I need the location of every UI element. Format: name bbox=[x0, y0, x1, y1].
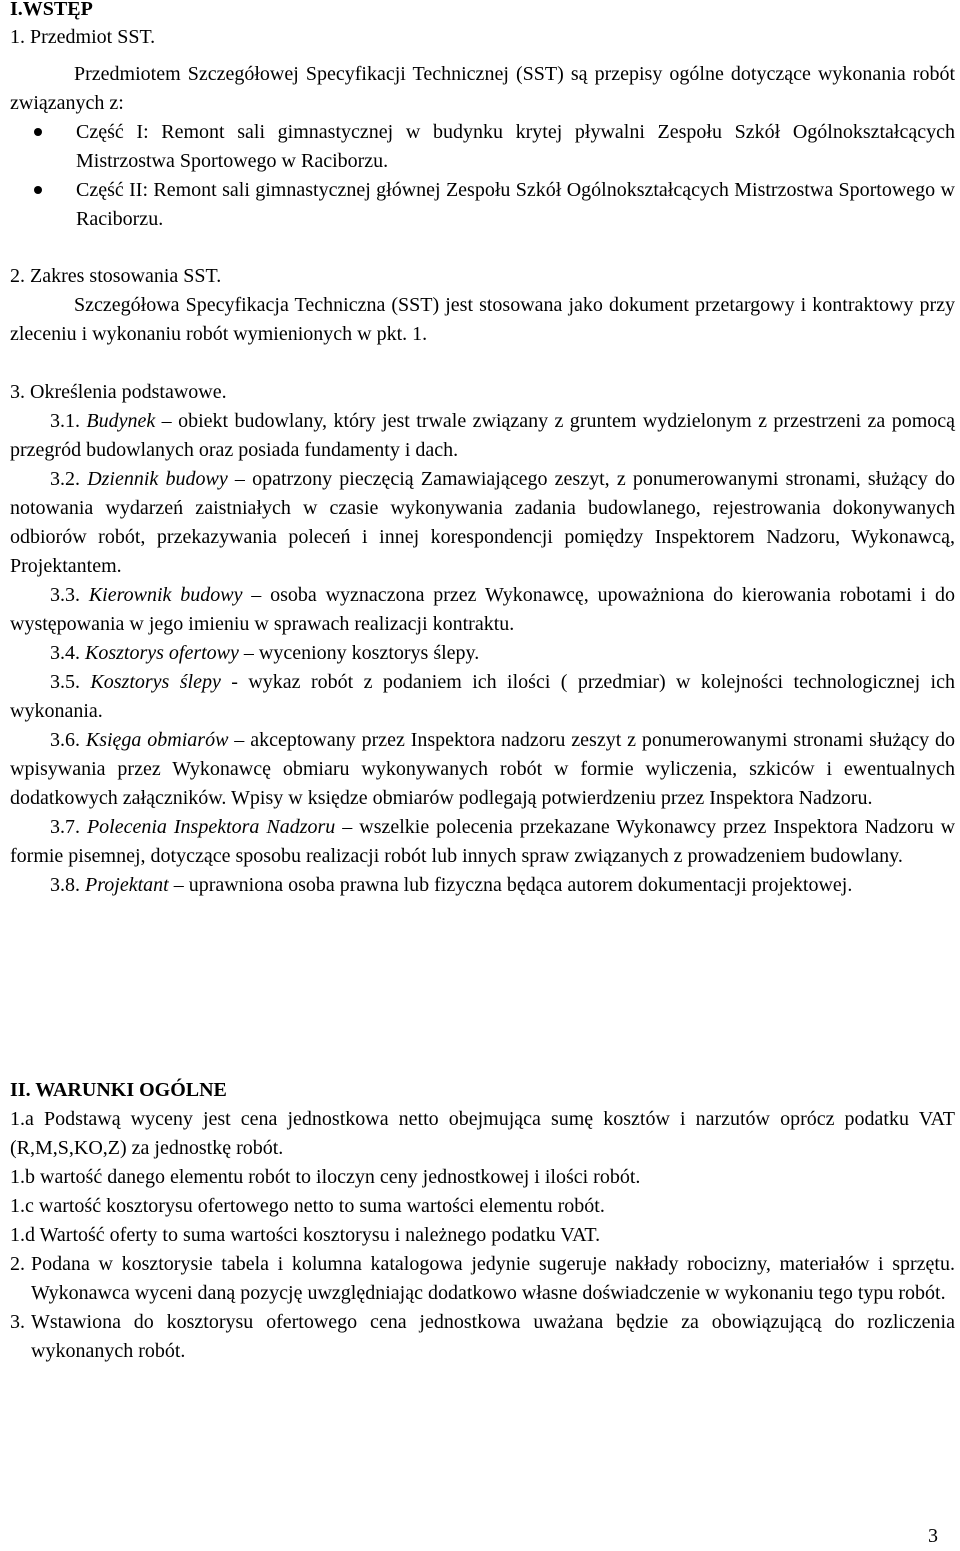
definition-separator: – bbox=[155, 410, 179, 432]
definition-number: 3.5. bbox=[50, 671, 80, 693]
definition-item bbox=[10, 871, 955, 900]
definitions-list bbox=[10, 407, 955, 900]
definition-item bbox=[10, 668, 955, 726]
paragraph-scope: Szczegółowa Specyfikacja Techniczna (SST) jest stosowana jako dokument przetargowy i kontraktowy przy zleceniu i wykonaniu robót wymienionych w pkt. 1. bbox=[10, 294, 955, 345]
definition-term: Kierownik budowy bbox=[88, 584, 243, 606]
definition-separator: – bbox=[242, 584, 271, 606]
definition-separator: - bbox=[220, 671, 249, 693]
conditions-list bbox=[10, 1105, 955, 1366]
definition-term: Projektant bbox=[85, 874, 169, 896]
definition-item bbox=[10, 407, 955, 465]
parts-list bbox=[34, 118, 955, 234]
numbered-item bbox=[10, 1250, 955, 1308]
definition-text: wyceniony kosztorys ślepy. bbox=[258, 642, 480, 664]
definition-item bbox=[10, 639, 955, 668]
definition-term: Polecenia Inspektora Nadzoru bbox=[86, 816, 336, 838]
subheading-zakres: 2. Zakres stosowania SST. bbox=[10, 265, 222, 287]
definition-separator: – bbox=[227, 468, 253, 490]
bullet-icon bbox=[34, 128, 42, 136]
item-text: Podana w kosztorysie tabela i kolumna katalogowa jedynie sugeruje nakłady robocizny, materiałów i sprzętu. Wykonawca wyceni daną pozycję uwzględniając dodatkowo własne doświadczenie w wykonaniu tego typu robót. bbox=[31, 1253, 955, 1304]
numbered-item bbox=[10, 1308, 955, 1366]
definition-term: Kosztorys ofertowy bbox=[85, 642, 239, 664]
list-item bbox=[34, 118, 955, 176]
item-text: Wstawiona do kosztorysu ofertowego cena jednostkowa uważana będzie za obowiązującą do rozliczenia wykonanych robót. bbox=[31, 1311, 955, 1362]
definition-text: akceptowany przez Inspektora nadzoru zeszyt z ponumerowanymi stronami służący do wpisywania przez Wykonawcę obmiaru wykonywanych robót w formie wyliczenia, szkiców i ewentualnych dodatkowych załączników. Wpisy w księdze obmiarów podlegają potwierdzeniu przez Inspektora Nadzoru. bbox=[10, 729, 956, 809]
section-heading-wstep: I.WSTĘP bbox=[10, 0, 93, 20]
definition-number: 3.6. bbox=[50, 729, 80, 751]
definition-item bbox=[10, 465, 955, 581]
definition-separator: – bbox=[335, 816, 360, 838]
definition-number: 3.4. bbox=[50, 642, 80, 664]
definition-number: 3.2. bbox=[50, 468, 80, 490]
definition-text: obiekt budowlany, który jest trwale związany z gruntem wydzielonym z przestrzeni za pomocą przegród budowlanych oraz posiada fundamenty i dach. bbox=[10, 410, 956, 461]
definition-term: Dziennik budowy bbox=[87, 468, 228, 490]
list-item bbox=[34, 176, 955, 234]
subheading-okreslenia: 3. Określenia podstawowe. bbox=[10, 381, 227, 403]
definition-term: Księga obmiarów bbox=[85, 729, 229, 751]
paragraph-intro: Przedmiotem Szczegółowej Specyfikacji Technicznej (SST) są przepisy ogólne dotyczące wykonania robót związanych z: bbox=[10, 63, 955, 114]
definition-text: opatrzony pieczęcią Zamawiającego zeszyt, z ponumerowanymi stronami, służący do notowania wydarzeń zaistniałych w czasie wykonywania zadania budowlanego, rejestrowania dokonywanych odbiorów robót, przekazywania poleceń i innej korespondencji pomiędzy Inspektorem Nadzoru, Wykonawcą, Projektantem. bbox=[10, 468, 956, 577]
condition-item: 1.a Podstawą wyceny jest cena jednostkowa netto obejmująca sumę kosztów i narzutów oprócz podatku VAT (R,M,S,KO,Z) za jednostkę robót. bbox=[10, 1108, 955, 1159]
item-number: 2. bbox=[10, 1253, 25, 1275]
condition-item: 1.b wartość danego elementu robót to iloczyn ceny jednostkowej i ilości robót. bbox=[10, 1166, 641, 1188]
definition-item bbox=[10, 726, 955, 813]
definition-term: Budynek bbox=[86, 410, 156, 432]
condition-item: 1.d Wartość oferty to suma wartości kosztorysu i należnego podatku VAT. bbox=[10, 1224, 601, 1246]
bullet-icon bbox=[34, 186, 42, 194]
definition-item bbox=[10, 813, 955, 871]
subheading-przedmiot: 1. Przedmiot SST. bbox=[10, 26, 156, 48]
definition-term: Kosztorys ślepy bbox=[90, 671, 221, 693]
section-heading-warunki: II. WARUNKI OGÓLNE bbox=[10, 1079, 227, 1101]
list-item-text: Część II: Remont sali gimnastycznej głównej Zespołu Szkół Ogólnokształcących Mistrzostwa Sportowego w Raciborzu. bbox=[76, 179, 955, 230]
condition-item: 1.c wartość kosztorysu ofertowego netto to suma wartości elementu robót. bbox=[10, 1195, 605, 1217]
definition-number: 3.7. bbox=[50, 816, 80, 838]
definition-text: wszelkie polecenia przekazane Wykonawcy przez Inspektora Nadzoru w formie pisemnej, dotyczące sposobu realizacji robót lub innych spraw związanych z prowadzeniem budowlany. bbox=[10, 816, 956, 867]
definition-item bbox=[10, 581, 955, 639]
list-item-text: Część I: Remont sali gimnastycznej w budynku krytej pływalni Zespołu Szkół Ogólnokształcących Mistrzostwa Sportowego w Raciborzu. bbox=[76, 121, 955, 172]
definition-text: uprawniona osoba prawna lub fizyczna będąca autorem dokumentacji projektowej. bbox=[188, 874, 853, 896]
definition-separator: – bbox=[228, 729, 251, 751]
definition-number: 3.8. bbox=[50, 874, 80, 896]
item-number: 3. bbox=[10, 1311, 25, 1333]
definition-separator: – bbox=[168, 874, 189, 896]
definition-number: 3.3. bbox=[50, 584, 80, 606]
definition-number: 3.1. bbox=[50, 410, 80, 432]
definition-text: wykaz robót z podaniem ich ilości ( przedmiar) w kolejności technologicznej ich wykonania. bbox=[10, 671, 955, 722]
definition-text: osoba wyznaczona przez Wykonawcę, upoważniona do kierowania robotami i do występowania w jego imieniu w sprawach realizacji kontraktu. bbox=[10, 584, 955, 635]
definition-separator: – bbox=[238, 642, 259, 664]
page-number: 3 bbox=[928, 1525, 938, 1547]
